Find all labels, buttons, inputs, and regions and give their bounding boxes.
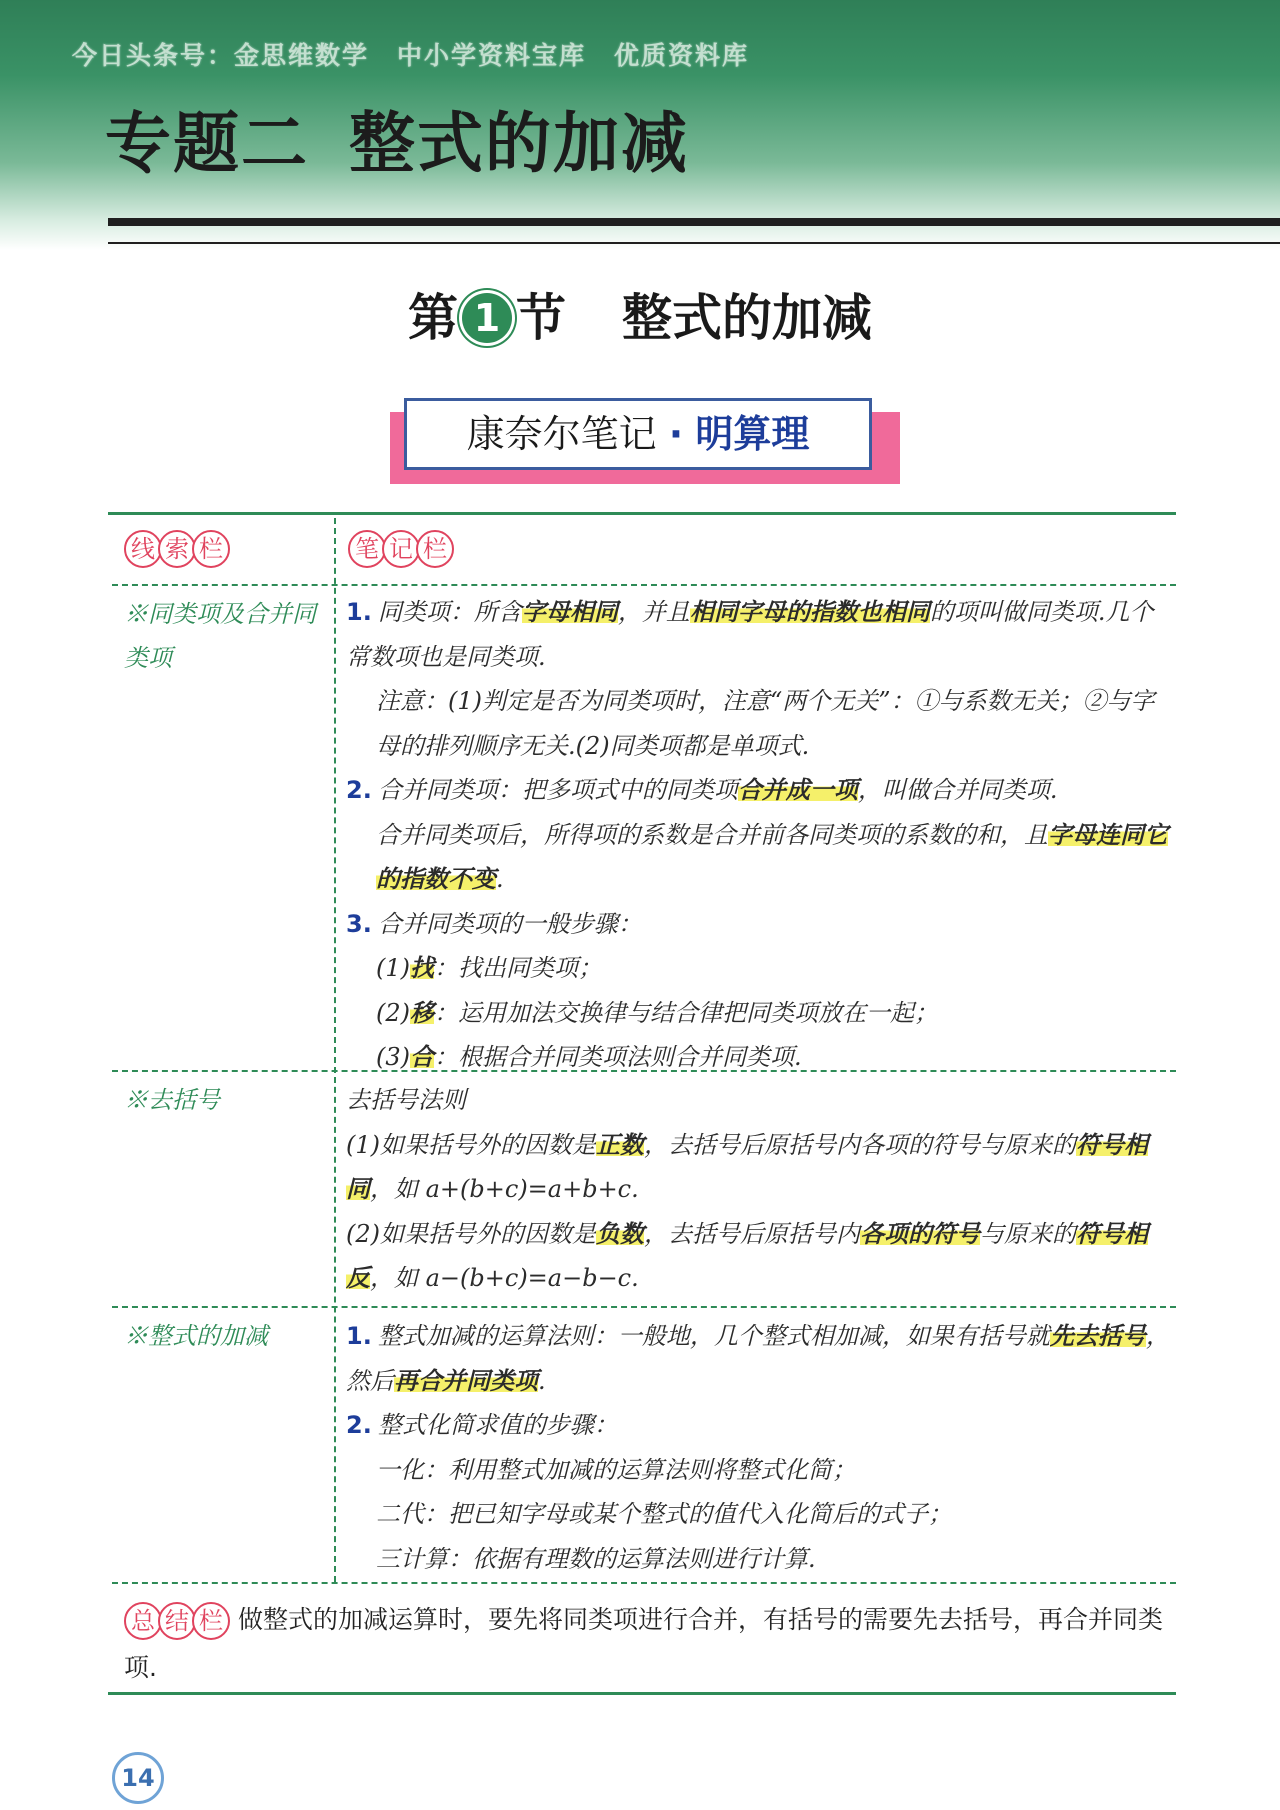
note-text: ，去括号后原括号内 [644, 1219, 860, 1248]
header-char: 总 [124, 1602, 162, 1640]
note-text: (2)如果括号外的因数是 [346, 1219, 596, 1248]
notes-remove-brackets [346, 1078, 1176, 1301]
step-item: 二代：把已知字母或某个整式的值代入化简后的式子； [376, 1500, 952, 1528]
summary-section [124, 1596, 1174, 1692]
topic-title [105, 90, 689, 185]
watermark [72, 36, 777, 72]
step-item [346, 1035, 1176, 1080]
highlight-text: 字母相同 [521, 597, 618, 626]
banner-emphasis: 明算理 [695, 412, 810, 456]
section-suffix: 节 [516, 289, 566, 347]
header-char: 栏 [416, 530, 454, 568]
highlight-text: 负数 [596, 1218, 644, 1248]
header-rule-thin [108, 242, 1280, 244]
highlight-text: 符号相同 [346, 1129, 1148, 1203]
step-item: 一化：利用整式加减的运算法则将整式化简； [376, 1455, 856, 1484]
note-text: 与原来的 [980, 1219, 1076, 1248]
item-number: 1. [346, 1322, 372, 1350]
step-key: 找 [410, 953, 434, 982]
step-prefix: (3) [376, 1043, 410, 1071]
header-char: 记 [382, 530, 420, 568]
step-item [346, 991, 1176, 1036]
highlight-text: 各项的符号 [860, 1218, 980, 1248]
cornell-notes-banner [390, 398, 900, 484]
clue-remove-brackets: ※去括号 [124, 1086, 220, 1114]
section-prefix: 第 [408, 289, 458, 347]
highlight-text: 相同字母的指数也相同 [689, 597, 930, 626]
section-number-badge: 1 [462, 293, 512, 343]
clue-similar-terms: ※同类项及合并同类项 [124, 600, 316, 672]
step-item: 三计算：依据有理数的运算法则进行计算. [376, 1544, 816, 1573]
watermark-text: 优质资料库 [614, 41, 750, 70]
step-text: ：找出同类项； [434, 954, 602, 982]
note-text: 整式化简求值的步骤： [377, 1411, 618, 1439]
column-divider [334, 518, 336, 1582]
section-title: 整式的加减 [622, 289, 872, 347]
item-number: 3. [346, 909, 372, 938]
highlight-text: 正数 [596, 1129, 644, 1159]
rule-heading: 去括号法则 [346, 1086, 466, 1114]
watermark-text: 今日头条号：金思维数学 [72, 41, 370, 70]
section-heading [0, 278, 1280, 350]
row-divider [112, 1582, 1176, 1584]
highlight-text: 符号相反 [346, 1218, 1148, 1292]
rule-paragraph [346, 1123, 1176, 1212]
header-rule [108, 218, 1280, 226]
note-paragraph [346, 813, 1176, 902]
note-text: 合并同类项：把多项式中的同类项 [377, 776, 738, 804]
step-key: 合 [410, 1042, 434, 1071]
banner-dot: · [668, 412, 684, 456]
highlight-text: 字母连同它的指数不变 [376, 819, 1168, 893]
page-number: 14 [112, 1752, 164, 1804]
summary-header [124, 1602, 226, 1640]
clue-polynomial-add-sub: ※整式的加减 [124, 1322, 268, 1350]
item-number: 2. [346, 776, 372, 804]
step-prefix: (2) [376, 998, 410, 1027]
notes-similar-terms [346, 590, 1176, 1080]
header-char: 结 [158, 1602, 196, 1640]
note-text: ，如 a+(b+c)=a+b+c. [370, 1175, 639, 1203]
banner-main-text: 康奈尔笔记 [466, 412, 657, 456]
note-text: 的项叫做同类项.几个常数项也是同类项. [346, 598, 1154, 671]
note-paragraph [346, 1403, 1176, 1448]
row-divider [112, 1306, 1176, 1308]
header-char: 栏 [192, 530, 230, 568]
watermark-text: 中小学资料宝库 [397, 41, 587, 70]
note-paragraph [346, 768, 1176, 813]
summary-text: 做整式的加减运算时，要先将同类项进行合并，有括号的需要先去括号，再合并同类项. [124, 1605, 1164, 1682]
topic-name: 整式的加减 [349, 105, 689, 182]
note-text: . [538, 1366, 546, 1395]
note-text: ，然后 [346, 1322, 1170, 1395]
note-text: 整式加减的运算法则：一般地，几个整式相加减，如果有括号就 [377, 1322, 1050, 1350]
item-number: 2. [346, 1411, 372, 1439]
notes-column-header [348, 530, 450, 568]
highlight-text: 再合并同类项 [394, 1365, 538, 1395]
step-text: ：运用加法交换律与结合律把同类项放在一起； [434, 998, 938, 1027]
topic-label: 专题二 [105, 105, 309, 182]
highlight-text: 先去括号 [1049, 1321, 1146, 1350]
header-char: 线 [124, 530, 162, 568]
step-prefix: (1) [376, 954, 410, 982]
step-key: 移 [410, 997, 434, 1027]
note-remark: 注意：(1)判定是否为同类项时，注意“两个无关”：①与系数无关；②与字母的排列顺序无关.(2)同类项都是单项式. [376, 687, 1155, 760]
header-char: 笔 [348, 530, 386, 568]
rule-paragraph [346, 1212, 1176, 1301]
note-text: ，并且 [617, 598, 690, 626]
note-text: ，去括号后原括号内各项的符号与原来的 [644, 1130, 1076, 1159]
header-char: 栏 [192, 1602, 230, 1640]
note-text: ，叫做合并同类项. [857, 776, 1058, 804]
header-char: 索 [158, 530, 196, 568]
item-number: 1. [346, 598, 372, 626]
note-text: 合并同类项的一般步骤： [377, 909, 642, 938]
note-text: ，如 a−(b+c)=a−b−c. [370, 1264, 639, 1292]
note-text: 合并同类项后，所得项的系数是合并前各同类项的系数的和，且 [376, 820, 1048, 849]
clue-column-header [124, 530, 226, 568]
table-top-rule [108, 512, 1176, 515]
highlight-text: 合并成一项 [737, 775, 858, 804]
notes-polynomial-add-sub [346, 1314, 1176, 1581]
note-paragraph [346, 902, 1176, 947]
note-text: 同类项：所含 [377, 598, 522, 626]
step-item [346, 946, 1176, 991]
note-paragraph [346, 590, 1176, 679]
banner-box [404, 398, 872, 470]
step-text: ：根据合并同类项法则合并同类项. [434, 1043, 802, 1071]
note-paragraph [346, 1314, 1176, 1403]
table-bottom-rule [108, 1692, 1176, 1695]
note-text: . [496, 865, 504, 893]
note-text: (1)如果括号外的因数是 [346, 1130, 596, 1159]
row-divider [112, 584, 1176, 586]
